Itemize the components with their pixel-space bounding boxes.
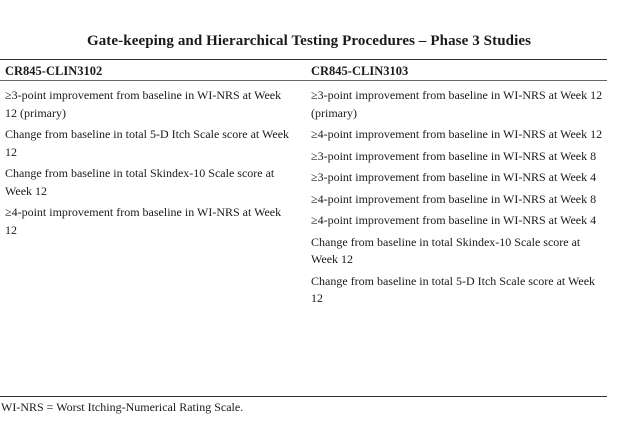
table-title: Gate-keeping and Hierarchical Testing Procedures – Phase 3 Studies [86,33,532,49]
list-item: Change from baseline in total Skindex-10 Scale score at Week 12 [311,234,581,266]
list-item: ≥4-point improvement from baseline in WI-NRS at Week 12 [311,127,603,141]
column-header: CR845-CLIN3102 [5,64,103,78]
column-clin3103 [311,62,605,312]
column-header: CR845-CLIN3103 [311,64,409,78]
list-item: ≥3-point improvement from baseline in WI-NRS at Week 4 [311,170,597,184]
list-item: ≥4-point improvement from baseline in WI-NRS at Week 4 [311,213,597,227]
list-item: Change from baseline in total 5-D Itch Scale score at Week 12 [5,127,290,159]
list-item: ≥3-point improvement from baseline in WI-NRS at Week 12 (primary) [311,88,603,120]
column-clin3102 [5,62,295,243]
footnote: WI-NRS = Worst Itching-Numerical Rating Scale. [1,400,244,414]
column-items [5,87,295,239]
list-item: Change from baseline in total 5-D Itch Scale score at Week 12 [311,273,596,305]
table-top-rule [0,59,607,60]
list-item: Change from baseline in total Skindex-10 Scale score at Week 12 [5,166,275,198]
column-items [311,87,605,308]
list-item: ≥4-point improvement from baseline in WI-NRS at Week 8 [311,191,597,206]
table-bottom-rule [0,396,607,397]
list-item: ≥3-point improvement from baseline in WI-NRS at Week 12 (primary) [5,88,282,120]
list-item: ≥3-point improvement from baseline in WI-NRS at Week 8 [311,148,597,163]
list-item: ≥4-point improvement from baseline in WI-NRS at Week 12 [5,205,282,237]
